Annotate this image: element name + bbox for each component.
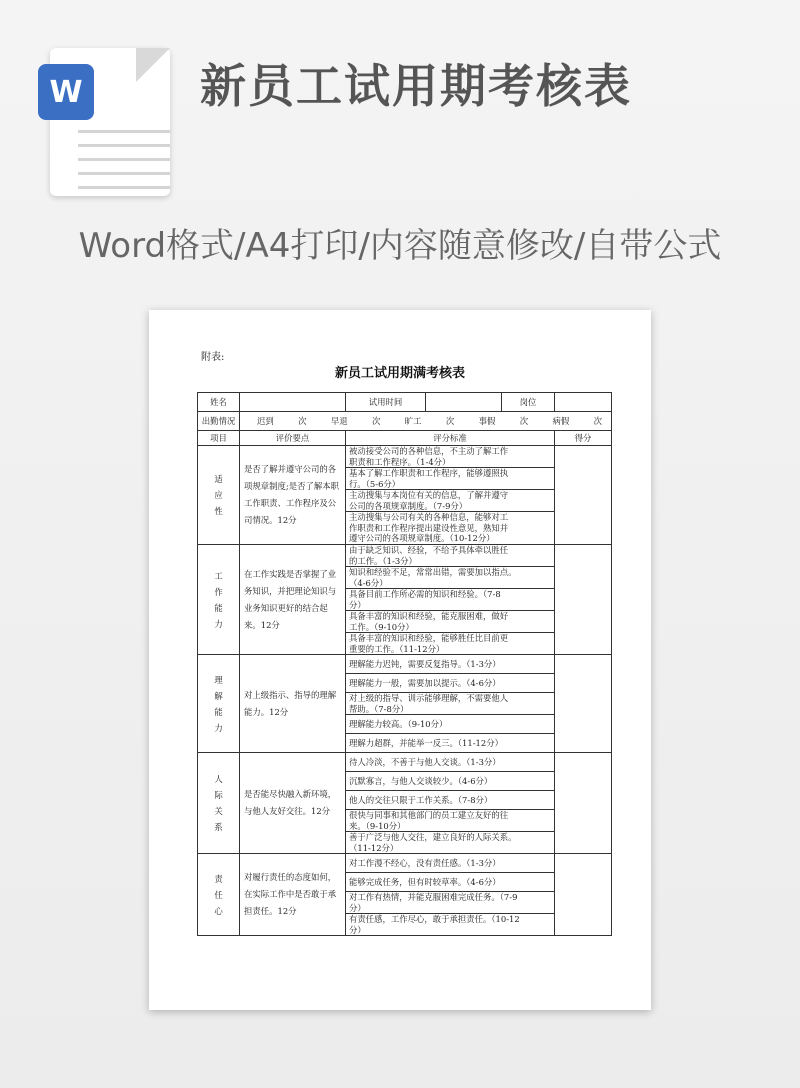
section-name: [198, 854, 240, 936]
criteria-line: 重要的工作。（11-12分）: [349, 643, 445, 654]
page-title: 新员工试用期考核表: [200, 59, 632, 113]
attendance-label: 出勤情况: [198, 412, 240, 431]
attendance-details: [240, 412, 612, 431]
criteria-text: [346, 633, 555, 655]
score-cell[interactable]: [555, 446, 612, 545]
early-times: 次: [372, 415, 381, 426]
col-header-key-points: 评价要点: [240, 431, 346, 446]
trial-time-value-cell[interactable]: [426, 393, 502, 412]
section-name-char: 解: [214, 690, 223, 701]
criteria-row: [198, 753, 612, 772]
section-name-char: 际: [214, 790, 223, 800]
absent-label: 旷工: [404, 415, 422, 426]
criteria-line: 知识和经验不足，常常出错，需要加以指点。: [349, 567, 517, 577]
criteria-line: 对工作有热情，并能克服困难完成任务。（7-9: [349, 892, 518, 902]
section-key-points: 是否能尽快融入新环境，与他人友好交往。12分: [240, 753, 346, 854]
criteria-line: 作职责和工作程序提出建设性意见，熟知并: [349, 522, 509, 533]
criteria-row: [198, 446, 612, 468]
section-key-points: 是否了解并遵守公司的各项规章制度;是否了解本职工作职责、工作程序及公司情况。12分: [240, 446, 346, 545]
word-document-icon: [38, 48, 170, 196]
criteria-text: [346, 674, 555, 693]
assessment-table: [197, 392, 612, 936]
section-name-char: 力: [214, 722, 223, 733]
criteria-line: 来。（9-10分）: [349, 820, 406, 831]
criteria-text: [346, 446, 555, 468]
criteria-line: 主动搜集与公司有关的各种信息，能够对工: [349, 512, 509, 523]
page-fold: [136, 48, 170, 82]
criteria-text: [346, 468, 555, 490]
section-name-char: 工: [214, 570, 223, 581]
section-key-points: 对履行责任的态度如何，在实际工作中是否敢于承担责任。12分: [240, 854, 346, 936]
criteria-line: 理解力超群，并能举一反三。（11-12分）: [349, 737, 503, 748]
late-times: 次: [298, 415, 307, 426]
section-name-char: 任: [214, 889, 223, 900]
score-cell[interactable]: [555, 655, 612, 753]
section-name: [198, 545, 240, 655]
document-preview: [149, 310, 651, 1010]
personal-leave-times: 次: [519, 415, 529, 426]
section-name-char: 作: [214, 586, 223, 597]
criteria-line: （4-6分）: [349, 577, 388, 588]
criteria-line: 对上级的指导、训示能够理解，不需要他人: [349, 693, 509, 703]
criteria-text: [346, 545, 555, 567]
criteria-line: 的工作。（1-3分）: [349, 555, 417, 566]
criteria-text: [346, 753, 555, 772]
criteria-text: [346, 914, 555, 936]
col-header-criteria: 评分标准: [346, 431, 555, 446]
section-name-char: 责: [214, 873, 223, 884]
absent-times: 次: [445, 415, 455, 426]
criteria-text: [346, 734, 555, 753]
criteria-line: 理解能力一般，需要加以提示。（4-6分）: [349, 677, 501, 688]
section-name: [198, 753, 240, 854]
column-header-row: [198, 431, 612, 446]
criteria-text: [346, 854, 555, 873]
criteria-text: [346, 892, 555, 914]
criteria-line: 善于广泛与他人交往，建立良好的人际关系。: [349, 832, 517, 842]
criteria-line: 具备丰富的知识和经验，能够胜任比目前更: [349, 633, 509, 643]
text-lines-decoration: [78, 130, 170, 200]
section-name-char: 适: [214, 474, 223, 484]
section-name-char: 理: [214, 674, 223, 685]
criteria-text: [346, 832, 555, 854]
form-title: 新员工试用期满考核表: [334, 366, 465, 381]
section-name-char: 关: [214, 806, 223, 816]
section-name-char: 心: [214, 905, 223, 916]
attach-label: 附表:: [201, 352, 225, 363]
criteria-line: 被动接受公司的各种信息，不主动了解工作: [349, 446, 509, 456]
section-name-char: 应: [214, 490, 223, 500]
late-label: 迟到: [257, 415, 274, 426]
section-name-char: 系: [214, 822, 223, 832]
position-value-cell[interactable]: [555, 393, 612, 412]
section-name-char: 能: [214, 706, 223, 717]
criteria-text: [346, 715, 555, 734]
col-header-score: 得分: [555, 431, 612, 446]
criteria-text: [346, 873, 555, 892]
criteria-line: 具备目前工作所必需的知识和经验。（7-8: [349, 589, 501, 599]
criteria-line: 分）: [349, 902, 366, 913]
score-cell[interactable]: [555, 854, 612, 936]
criteria-text: [346, 791, 555, 810]
score-cell[interactable]: [555, 753, 612, 854]
criteria-line: 理解能力迟钝，需要反复指导。（1-3分）: [349, 658, 501, 669]
criteria-line: 基本了解工作职责和工作程序，能够遵照执: [349, 468, 509, 478]
criteria-text: [346, 611, 555, 633]
criteria-line: 帮助。（7-8分）: [349, 703, 409, 714]
criteria-line: 待人冷淡，不善于与他人交谈。（1-3分）: [349, 756, 501, 767]
name-value-cell[interactable]: [240, 393, 346, 412]
col-header-item: 项目: [198, 431, 240, 446]
section-name-char: 人: [214, 774, 223, 784]
sick-leave-label: 病假: [552, 415, 570, 426]
info-row-name: [198, 393, 612, 412]
name-label: 姓名: [198, 393, 240, 412]
criteria-line: 职责和工作程序。（1-4分）: [349, 456, 451, 467]
criteria-line: 由于缺乏知识、经验，不给予具体牵以胜任: [349, 545, 509, 555]
section-name: [198, 446, 240, 545]
criteria-text: [346, 772, 555, 791]
personal-leave-label: 事假: [478, 415, 496, 426]
criteria-text: [346, 567, 555, 589]
criteria-text: [346, 810, 555, 832]
criteria-text: [346, 589, 555, 611]
trial-time-label: 试用时间: [346, 393, 426, 412]
criteria-line: 能够完成任务，但有时较草率。（4-6分）: [349, 876, 501, 887]
criteria-line: 沉默寡言，与他人交谈较少。（4-6分）: [349, 775, 493, 786]
criteria-line: 行。（5-6分）: [349, 478, 401, 489]
score-cell[interactable]: [555, 545, 612, 655]
criteria-line: 他人的交往只限于工作关系。（7-8分）: [349, 794, 493, 805]
page-subtitle: Word格式/A4打印/内容随意修改/自带公式: [78, 226, 722, 266]
criteria-text: [346, 693, 555, 715]
criteria-row: [198, 545, 612, 567]
section-name: [198, 655, 240, 753]
section-name-char: 力: [214, 618, 223, 629]
criteria-line: 对工作漫不经心，没有责任感。（1-3分）: [349, 857, 501, 868]
criteria-row: [198, 854, 612, 873]
criteria-line: 具备丰富的知识和经验，能克服困难，做好: [349, 611, 509, 621]
criteria-line: 主动搜集与本岗位有关的信息，了解并遵守: [349, 490, 509, 500]
criteria-text: [346, 655, 555, 674]
criteria-line: 公司的各项规章制度。（7-9分）: [349, 500, 468, 511]
section-name-char: 性: [214, 506, 223, 516]
criteria-text: [346, 490, 555, 512]
position-label: 岗位: [502, 393, 555, 412]
word-badge-icon: W: [38, 64, 94, 120]
criteria-line: 遵守公司的各项规章制度。（10-12分）: [349, 533, 495, 544]
criteria-line: 很快与同事和其他部门的员工建立友好的往: [349, 810, 509, 820]
criteria-line: （11-12分）: [349, 842, 399, 853]
criteria-row: [198, 655, 612, 674]
criteria-line: 理解能力较高。（9-10分）: [349, 718, 448, 729]
info-row-attendance: [198, 412, 612, 431]
section-key-points: 在工作实践是否掌握了业务知识，并把理论知识与业务知识更好的结合起来。12分: [240, 545, 346, 655]
early-label: 早退: [330, 415, 348, 426]
section-key-points: 对上级指示、指导的理解能力。12分: [240, 655, 346, 753]
section-name-char: 能: [214, 602, 223, 613]
criteria-line: 工作。（9-10分）: [349, 621, 414, 632]
criteria-line: 分）: [349, 924, 366, 935]
criteria-line: 分）: [349, 599, 366, 610]
criteria-line: 有责任感，工作尽心，敢于承担责任。（10-12: [349, 914, 520, 924]
criteria-text: [346, 512, 555, 545]
sick-leave-times: 次: [593, 415, 602, 426]
